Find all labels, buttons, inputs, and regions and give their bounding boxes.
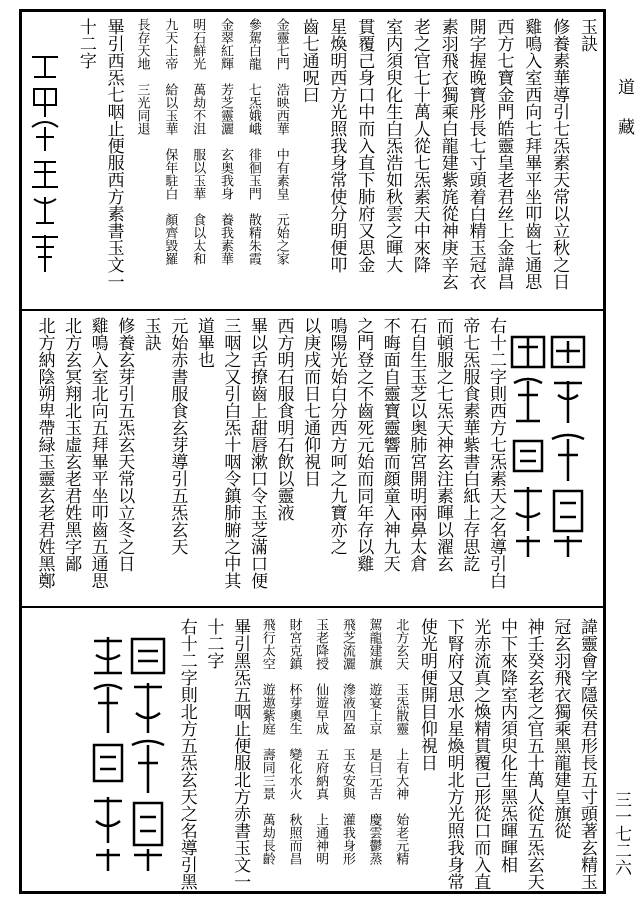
panel1-column: 畢引西炁七咽止便服西方素書玉文一 — [103, 18, 124, 290]
panel1-column: 九天上帝 給以玉華 保年駐白 顏齊毀羅 — [162, 18, 178, 265]
panel3-column: 駕龍建旗 遊宴上京 是曰元吉 慶雲鬱蒸 — [366, 618, 382, 865]
margin-title-bottom: 藏 — [614, 118, 634, 135]
seal-glyph-icon — [508, 331, 588, 561]
panel1-column: 室内須臾化生白炁浩如秋雲之暉大 — [382, 18, 403, 273]
panel3-column: 財宮克鎮 杯芽奧生 變化水火 秋照而昌 — [286, 618, 302, 865]
panel2-column: 而頓服之七炁天神玄注素暉以濯玄 — [432, 317, 453, 572]
panel1-column: 齒七通呪曰 — [298, 18, 319, 103]
panel3-column: 右十二字則北方五炁玄天之名導引黑 — [176, 618, 197, 890]
page-frame — [19, 9, 606, 894]
panel-lower — [22, 606, 603, 891]
panel2-column: 以庚戌而日七通仰視日 — [300, 317, 321, 487]
panel3-column: 玉老降授 仙遊早成 五府納真 上通神明 — [313, 618, 329, 865]
panel3-column: 中下來降室内須臾化生黑炁暉暉相 — [496, 618, 517, 873]
panel1-column: 雞鳴入室西向七拜畢平坐叩齒七通思 — [521, 18, 542, 290]
panel3-column: 畢引黑炁五咽止便服北方赤書玉文一 — [230, 618, 251, 890]
seal-glyph-icon — [26, 47, 64, 277]
seal-glyph-icon — [88, 633, 168, 873]
panel1-column: 西方七寶金門皓靈皇老君丝上金諱昌 — [493, 18, 514, 290]
margin-title-top: 道 — [614, 78, 634, 95]
panel1-column: 明石鮮光 萬劫不沮 服以玉華 食以太和 — [190, 18, 206, 265]
panel2-column: 雞鳴入室北向五拜畢平坐叩齒五通思 — [87, 317, 108, 589]
panel1-column: 素羽飛衣獨乘白龍建紫旄從神庚辛玄 — [437, 18, 458, 290]
panel3-column: 飛芝流灑 滲液四盈 玉女安與 灌我身形 — [339, 618, 355, 865]
panel2-column: 石自生玉芝以奥肺宮開明兩鼻太倉 — [406, 317, 427, 572]
page-number: 三一七二六 — [611, 791, 631, 876]
panel1-column: 星煥明西方光照我身常使分明便叩 — [326, 18, 347, 273]
panel2-column: 北方納陰朔卑帶緑玉靈玄老君姓黑鄭 — [34, 317, 55, 589]
panel2-column: 道畢也 — [193, 317, 214, 368]
panel2-column: 之門登之不齒死元始而同年存以雞 — [353, 317, 374, 572]
panel1-column: 玉訣 — [576, 18, 597, 52]
panel3-column: 諱靈會字隱侯君形長五寸頭著玄精玉 — [577, 618, 597, 890]
seal-script-block — [508, 331, 588, 561]
panel2-column: 玉訣 — [140, 317, 161, 351]
panel3-column: 神壬癸玄老之官五十萬人從五炁玄天 — [523, 618, 544, 890]
panel2-column: 元始赤書服食玄芽導引五炁玄天 — [167, 317, 188, 555]
panel1-column: 金靈七門 浩映西華 中有素皇 元始之家 — [273, 18, 289, 265]
panel3-column: 北方玄天 玉炁散靈 上有大神 始老元精 — [393, 618, 409, 865]
panel2-column: 帝七炁服食素華紫書白紙上存思訖 — [459, 317, 480, 572]
panel1-column: 長存天地 三光同退 — [134, 18, 150, 135]
panel2-column: 鳴陽光始白分西方呵之九寶亦之 — [326, 317, 347, 555]
panel3-column: 十二字 — [203, 618, 224, 669]
panel1-column: 老之官七十萬人從七炁素天中來降 — [409, 18, 430, 273]
panel1-column: 參駕白龍 七炁娥峨 徘徊玉門 散精朱霞 — [245, 18, 261, 265]
panel3-column: 下腎府又思水星煥明北方光照我身常 — [443, 618, 464, 890]
panel2-column: 不晦面自靈寶靈響而顔童入神九天 — [379, 317, 400, 572]
panel1-column: 開字握晚寶彤長七寸頭着白精玉冠衣 — [465, 18, 486, 290]
panel2-column: 修養玄芽引五炁玄天常以立冬之日 — [114, 317, 135, 572]
panel2-column: 三咽之又引白炁十咽令鎮肺腑之中其 — [220, 317, 241, 589]
panel1-column: 貫覆己身口中而入直下肺府又思金 — [354, 18, 375, 273]
panel2-column: 畢以舌撩齒上甜唇漱口令玉芝滿口便 — [246, 317, 267, 589]
panel-upper — [22, 12, 603, 309]
panel1-column: 十二字 — [75, 18, 96, 69]
panel2-column: 右十二字則西方七炁素天之名導引白 — [485, 317, 506, 589]
panel2-column: 北方玄冥翔北玉虛玄老君姓黑字鄙 — [61, 317, 82, 572]
panel-middle — [22, 309, 603, 606]
seal-script-block — [26, 47, 64, 277]
seal-script-block — [88, 633, 168, 873]
panel3-column: 光赤流真之煥精貫覆己形從口而入直 — [470, 618, 491, 890]
panel1-column: 修養素華導引七炁素天常以立秋之日 — [549, 18, 570, 290]
panel3-column: 飛行太空 遊遨紫庭 壽同三景 萬劫長齡 — [259, 618, 275, 865]
panel3-column: 冠玄羽飛衣獨乘黑龍建皇旗從 — [550, 618, 571, 839]
panel1-column: 金翠紅輝 芳芝靈灑 玄奥我身 養我素華 — [218, 18, 234, 265]
panel2-column: 西方明石服食明石飲以靈液 — [273, 317, 294, 521]
panel3-column: 使光明便開目仰視日 — [416, 618, 437, 771]
